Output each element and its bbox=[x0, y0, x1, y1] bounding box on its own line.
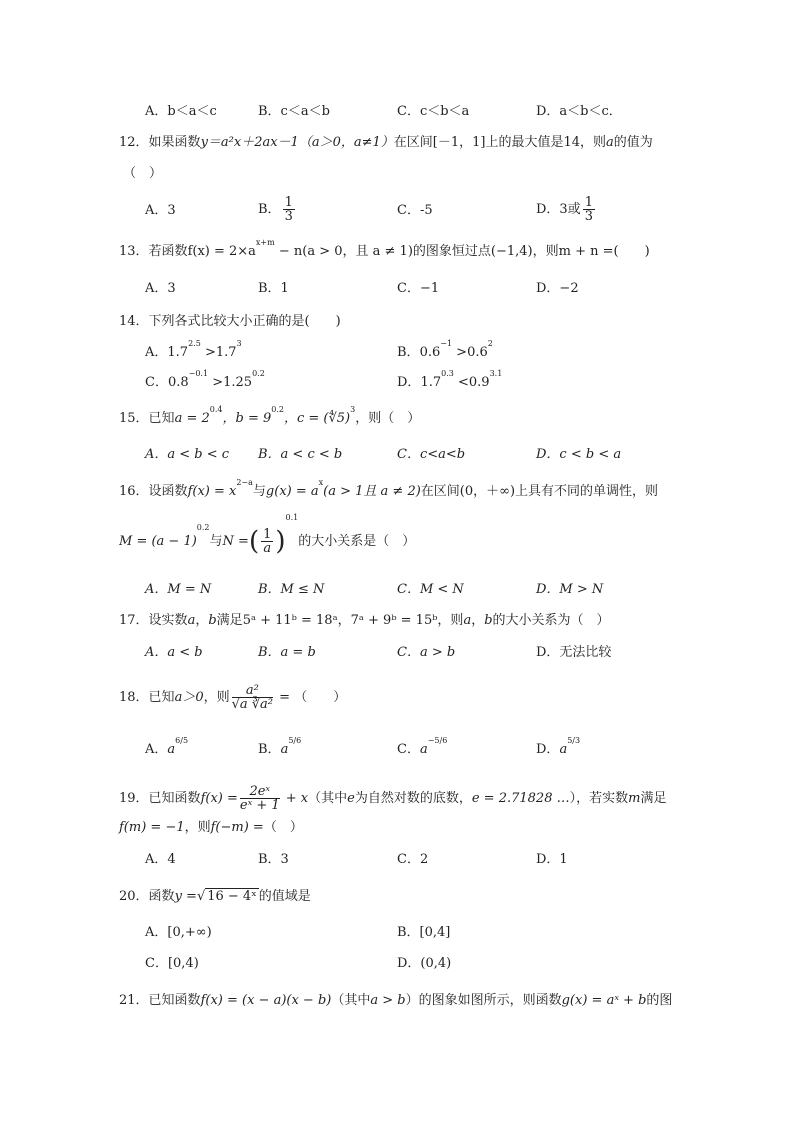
option-text: B．a < c < b bbox=[258, 447, 343, 462]
formula: f(x) = bbox=[200, 791, 238, 806]
equation: 5ᵃ + 11ᵇ = 18ᵃ bbox=[242, 613, 338, 628]
exponent: 0.4 bbox=[209, 405, 223, 414]
option-a: A．3 bbox=[145, 281, 176, 296]
relation: > bbox=[452, 345, 468, 360]
question-12-stem bbox=[119, 134, 653, 152]
condition: f(m) = −1 bbox=[119, 820, 185, 835]
exponent: 6/5 bbox=[175, 736, 189, 745]
base: a bbox=[167, 742, 176, 757]
option-b bbox=[397, 339, 493, 362]
variable: a bbox=[463, 613, 472, 628]
stem-text: 已知 bbox=[148, 411, 175, 426]
right-paren: ) bbox=[275, 526, 286, 557]
option-d: D．a＜b＜c． bbox=[536, 104, 622, 119]
stem-text: ，则 bbox=[203, 690, 230, 705]
stem-text: 在区间[－1，1]上的最大值是14，则 bbox=[393, 135, 606, 150]
formula: + x bbox=[281, 791, 309, 806]
stem-text: 的值为 bbox=[613, 135, 653, 150]
option-text: A．a < b < c bbox=[145, 447, 230, 462]
base: 1.7 bbox=[215, 345, 237, 360]
option-d bbox=[397, 369, 503, 392]
variable: a bbox=[606, 135, 614, 150]
condition: (a > 1且 a ≠ 2) bbox=[323, 484, 421, 499]
relation: > bbox=[200, 345, 216, 360]
fraction bbox=[283, 196, 295, 223]
option-label: A． bbox=[145, 742, 168, 757]
option-text: C．c<a<b bbox=[397, 447, 466, 462]
option-text: D．M > N bbox=[536, 582, 604, 597]
stem-text: 函数 bbox=[148, 889, 175, 904]
option-d bbox=[536, 196, 597, 223]
denominator: eˣ + 1 bbox=[239, 798, 280, 813]
stem-text: 在区间(0，＋∞)上具有不同的单调性，则 bbox=[420, 484, 659, 499]
formula: M = (a − 1) bbox=[119, 534, 197, 549]
exponent: 2 bbox=[487, 339, 493, 348]
stem-text: ， bbox=[195, 613, 209, 628]
question-number: 14． bbox=[119, 314, 149, 329]
option-d bbox=[536, 446, 621, 464]
left-paren: ( bbox=[248, 526, 260, 557]
formula: f(x) = 2×a bbox=[187, 244, 256, 259]
stem-text: ，则（ ） bbox=[355, 411, 421, 426]
relation: < bbox=[453, 375, 469, 390]
stem-text: 的值域是 bbox=[258, 889, 311, 904]
question-number: 15． bbox=[119, 411, 149, 426]
point: (−1,4) bbox=[490, 244, 533, 259]
option-d: D．−2 bbox=[536, 281, 579, 296]
question-number: 18． bbox=[119, 690, 149, 705]
base: 0.9 bbox=[468, 375, 490, 390]
stem-text: ）的图象如图所示，则函数 bbox=[405, 993, 562, 1008]
option-d: D．无法比较 bbox=[536, 645, 612, 660]
question-20-stem bbox=[119, 888, 311, 906]
equation: 7ᵃ + 9ᵇ = 15ᵇ bbox=[350, 613, 438, 628]
fraction bbox=[240, 785, 280, 812]
question-14-stem bbox=[119, 313, 341, 331]
stem-text: ，则 bbox=[184, 820, 211, 835]
option-b: B．3 bbox=[258, 852, 289, 867]
stem-text: 已知函数 bbox=[148, 791, 201, 806]
option-c bbox=[145, 369, 265, 392]
option-text: C．a > b bbox=[397, 645, 456, 660]
option-a bbox=[145, 446, 229, 464]
option-a bbox=[145, 581, 211, 599]
formula: e = 2.71828 … bbox=[471, 791, 570, 806]
question-number: 19． bbox=[119, 791, 149, 806]
stem-text: 设实数 bbox=[148, 613, 188, 628]
fraction bbox=[232, 684, 273, 711]
stem-text: 下列各式比较大小正确的是( ) bbox=[148, 314, 341, 329]
denominator: a bbox=[263, 541, 272, 556]
symbol: m bbox=[628, 791, 641, 806]
option-d: D．(0,4) bbox=[397, 956, 452, 971]
question-18-stem bbox=[119, 684, 346, 711]
option-label: B． bbox=[258, 202, 281, 217]
question-number: 13． bbox=[119, 244, 149, 259]
option-d bbox=[536, 581, 603, 599]
stem-text: 的大小关系为（ ） bbox=[492, 613, 610, 628]
option-a: A．[0,+∞) bbox=[145, 925, 212, 940]
option-a bbox=[145, 644, 203, 662]
option-c bbox=[397, 446, 465, 464]
option-b: B．[0,4] bbox=[397, 925, 451, 940]
answer-paren: ( ) bbox=[613, 244, 650, 259]
stem-text: 已知 bbox=[148, 690, 175, 705]
stem-text: 已知函数 bbox=[148, 993, 201, 1008]
exponent: 0.1 bbox=[285, 513, 299, 522]
question-19-stem-line2 bbox=[119, 819, 303, 837]
option-label: B． bbox=[258, 742, 281, 757]
option-label: D．3或 bbox=[536, 202, 581, 217]
option-b bbox=[258, 446, 342, 464]
option-c bbox=[397, 581, 464, 599]
question-number: 17． bbox=[119, 613, 149, 628]
exponent: 3 bbox=[350, 405, 356, 414]
stem-text: 的图 bbox=[646, 993, 673, 1008]
option-a: A．3 bbox=[145, 203, 176, 218]
exponent: 0.3 bbox=[441, 369, 454, 378]
option-text: B．a = b bbox=[258, 645, 316, 660]
formula: y＝a²x＋2ax－1（a＞0，a≠1） bbox=[200, 135, 394, 150]
formula: a = 2 bbox=[174, 411, 210, 426]
base: a bbox=[419, 742, 428, 757]
question-number: 12． bbox=[119, 135, 149, 150]
option-b bbox=[258, 736, 302, 759]
exponent: −1 bbox=[440, 339, 453, 348]
option-label: A． bbox=[145, 345, 168, 360]
option-c: C．2 bbox=[397, 852, 429, 867]
formula: f(−m) = bbox=[210, 820, 264, 835]
stem-text: 的大小关系是（ ） bbox=[298, 534, 416, 549]
option-c: C．−1 bbox=[397, 281, 440, 296]
option-a: A．b＜a＜c bbox=[145, 104, 217, 119]
option-b bbox=[258, 581, 324, 599]
question-16-stem-line2 bbox=[119, 513, 416, 557]
exponent: 2−a bbox=[236, 478, 253, 487]
exponent: x+m bbox=[255, 238, 275, 247]
variable: b bbox=[484, 613, 493, 628]
radicand: 16 − 4ˣ bbox=[207, 889, 257, 904]
question-number: 21． bbox=[119, 993, 149, 1008]
relation: > bbox=[208, 375, 224, 390]
stem-text: （其中 bbox=[331, 993, 371, 1008]
base: 0.6 bbox=[419, 345, 441, 360]
stem-text: （其中 bbox=[308, 791, 348, 806]
option-c: C．-5 bbox=[397, 203, 433, 218]
numerator: 1 bbox=[584, 195, 593, 210]
formula: N = bbox=[222, 534, 249, 549]
option-text: C．M < N bbox=[397, 582, 464, 597]
option-c bbox=[397, 736, 448, 759]
fraction bbox=[261, 528, 273, 555]
stem-text: 满足 bbox=[640, 791, 667, 806]
option-label: D． bbox=[536, 742, 560, 757]
question-17-stem bbox=[119, 612, 610, 630]
formula: ，c = (∜5) bbox=[283, 411, 351, 426]
numerator: a² bbox=[232, 684, 273, 698]
option-label: D． bbox=[397, 375, 421, 390]
option-d bbox=[536, 736, 581, 759]
option-a bbox=[145, 736, 189, 759]
question-number: 20． bbox=[119, 889, 149, 904]
exponent: x bbox=[318, 478, 324, 487]
stem-text: 的图象恒过点 bbox=[412, 244, 491, 259]
sqrt-sign: √ bbox=[196, 889, 206, 904]
option-b: B．1 bbox=[258, 281, 289, 296]
variable: b bbox=[208, 613, 217, 628]
stem-text: ， bbox=[471, 613, 485, 628]
variable: a bbox=[187, 613, 196, 628]
option-b: B．c＜a＜b bbox=[258, 104, 330, 119]
denominator: √a ∛a² bbox=[231, 697, 274, 712]
question-16-stem bbox=[119, 478, 659, 501]
exponent: 3.1 bbox=[489, 369, 503, 378]
exponent: 0.2 bbox=[271, 405, 284, 414]
answer-paren: （ ） bbox=[123, 166, 163, 181]
exponent: 0.2 bbox=[252, 369, 265, 378]
option-b bbox=[258, 196, 297, 223]
numerator: 1 bbox=[263, 527, 272, 542]
formula: f(x) = (x − a)(x − b) bbox=[200, 993, 332, 1008]
stem-text: 满足 bbox=[216, 613, 243, 628]
option-label: C． bbox=[397, 742, 420, 757]
exponent: −5/6 bbox=[427, 736, 448, 745]
exponent: −0.1 bbox=[188, 369, 209, 378]
formula: f(x) = x bbox=[187, 484, 237, 499]
numerator: 1 bbox=[284, 195, 293, 210]
exponent: 2.5 bbox=[188, 339, 201, 348]
stem-text: 与 bbox=[252, 484, 266, 499]
formula: g(x) = a bbox=[265, 484, 319, 499]
question-13-stem bbox=[119, 238, 650, 261]
stem-text: 设函数 bbox=[148, 484, 188, 499]
base: 1.7 bbox=[420, 375, 442, 390]
exponent: 5/6 bbox=[288, 736, 302, 745]
option-d: D．1 bbox=[536, 852, 568, 867]
exponent: 3 bbox=[236, 339, 242, 348]
option-b bbox=[258, 644, 316, 662]
option-text: B．M ≤ N bbox=[258, 582, 325, 597]
option-text: A．M = N bbox=[145, 582, 212, 597]
condition: a＞0 bbox=[174, 690, 204, 705]
base: a bbox=[559, 742, 568, 757]
stem-text: 与 bbox=[209, 534, 223, 549]
formula: g(x) = aˣ + b bbox=[561, 993, 647, 1008]
formula: y = bbox=[174, 889, 197, 904]
option-c: C．[0,4) bbox=[145, 956, 199, 971]
denominator: 3 bbox=[284, 209, 293, 224]
option-c: C．c＜b＜a bbox=[397, 104, 470, 119]
formula: m + n = bbox=[558, 244, 614, 259]
question-21-stem bbox=[119, 992, 672, 1010]
question-19-stem bbox=[119, 785, 666, 812]
separator: ， bbox=[337, 613, 351, 628]
fraction bbox=[583, 196, 595, 223]
stem-text: 如果函数 bbox=[148, 135, 201, 150]
stem-text: = （ ） bbox=[275, 690, 347, 705]
symbol: e bbox=[347, 791, 355, 806]
stem-text: ，则 bbox=[532, 244, 559, 259]
exponent: 0.2 bbox=[196, 523, 210, 532]
numerator: 2eˣ bbox=[240, 785, 280, 799]
answer-paren: （ ） bbox=[263, 820, 303, 835]
base: 0.6 bbox=[467, 345, 488, 360]
option-label: C． bbox=[145, 375, 168, 390]
base: 1.7 bbox=[167, 345, 189, 360]
option-text: D．c < b < a bbox=[536, 447, 622, 462]
option-a bbox=[145, 339, 242, 362]
stem-text: ，则 bbox=[437, 613, 464, 628]
stem-text: ），若实数 bbox=[569, 791, 629, 806]
option-c bbox=[397, 644, 455, 662]
question-number: 16． bbox=[119, 484, 149, 499]
option-label: B． bbox=[397, 345, 420, 360]
formula: − n(a > 0，且 a ≠ 1) bbox=[274, 244, 413, 259]
denominator: 3 bbox=[584, 209, 593, 224]
base: a bbox=[280, 742, 289, 757]
base: 0.8 bbox=[167, 375, 189, 390]
stem-text: 若函数 bbox=[148, 244, 188, 259]
option-a: A．4 bbox=[145, 852, 176, 867]
condition: a > b bbox=[370, 993, 406, 1008]
option-text: A．a < b bbox=[145, 645, 203, 660]
formula: ，b = 9 bbox=[222, 411, 272, 426]
stem-text: 为自然对数的底数， bbox=[354, 791, 472, 806]
exponent: 5/3 bbox=[567, 736, 581, 745]
question-15-stem bbox=[119, 405, 421, 428]
base: 1.25 bbox=[223, 375, 253, 390]
